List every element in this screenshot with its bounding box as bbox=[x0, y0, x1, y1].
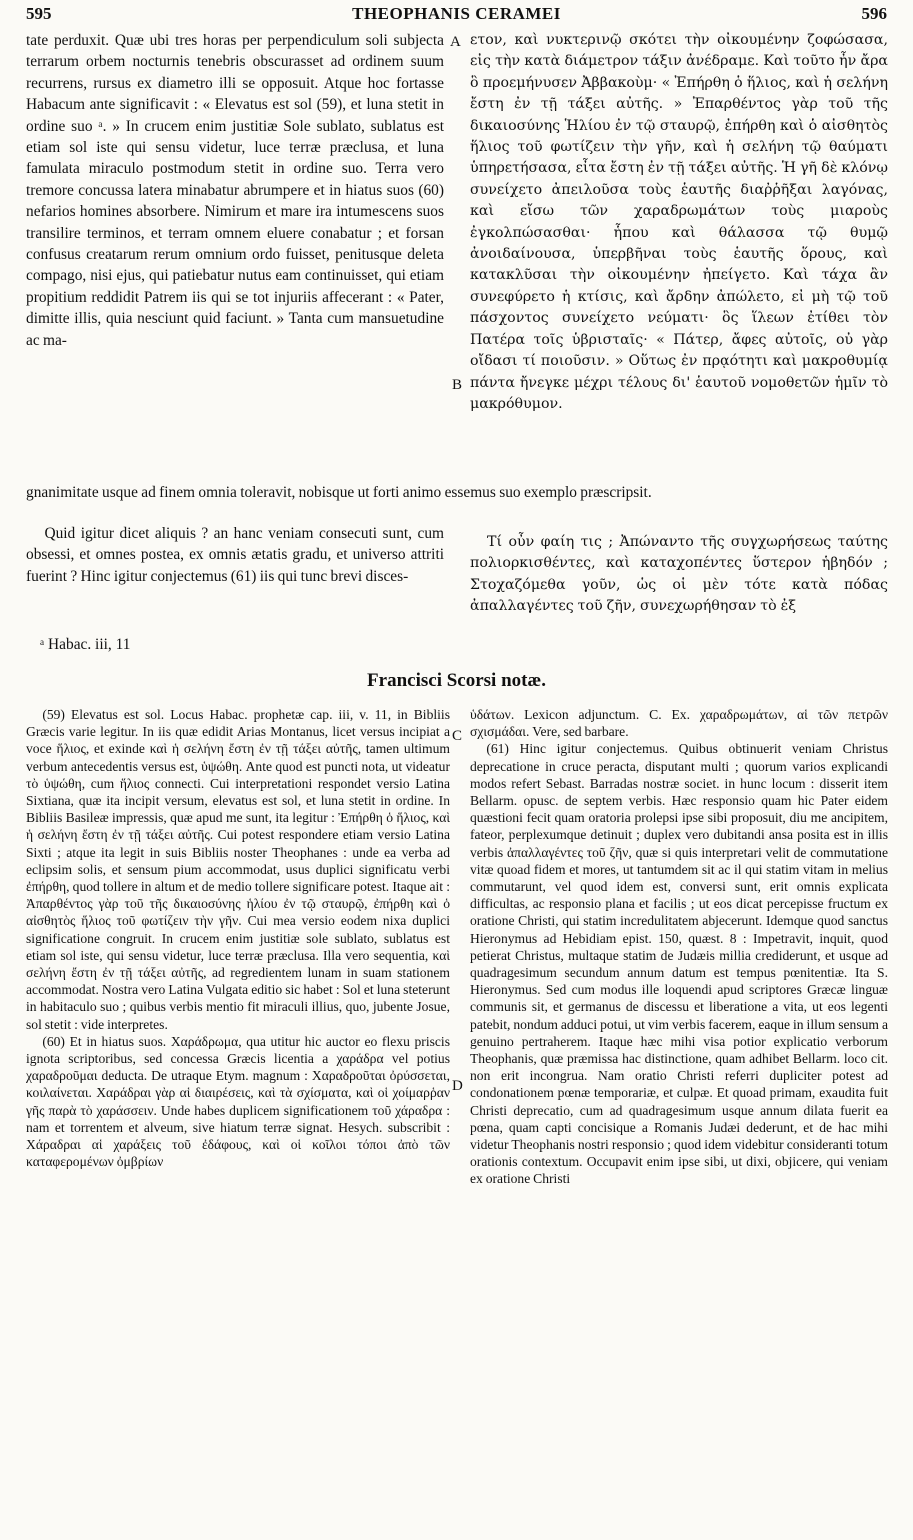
latin-text-column-mid bbox=[26, 523, 444, 587]
footnote: ᵃ Habac. iii, 11 bbox=[40, 636, 131, 653]
latin-text-column-top bbox=[26, 30, 444, 351]
note-59: (59) Elevatus est sol. Locus Habac. prophetæ cap. iii, v. 11, in Bibliis Græcis varie legitur. In iis quæ edidit Arias Montanus, licet versus incipiat a voce ἥλιος, et exinde καὶ ἡ σελήνη ἔστη ἐν τῇ τάξει αὐτῆς, tamen ultimum verbum antecedentis versus est, ὑψώθη. Ante quod est puncti nota, ut videatur τὸ ὑψώθη, cum ἥλιος connecti. Cui interpretationi respondet versio Latina Sixtiana, quæ ita incipit versum, elevatus est sol, et luna stetit in ordine. In Bibliis Basileæ impressis, quæ apud me sunt, ita legitur : Ἐπήρθη ὁ ἥλιος, καὶ ἡ σελήνη ἔστη ἐν τῇ τάξει αὐτῆς. Cui potest respondere etiam versio Latina Sixti ; atque ita legit in suis Bibliis noster Theophanes : unde ea verba ad eclipsim solis, et sensum pium accommodat, usus duplici significatu verbi ἐπήρθη, quod tollere in altum et de medio tollere significare potest. Itaque ait : Ἀπαρθέντος γὰρ τοῦ τῆς δικαιοσύνης ἡλίου ἐν τῷ σταυρῷ, ἐπήρθη καὶ ὁ αἰσθητὸς ἥλιος τοῦ φωτίζειν τὴν γῆν. Cui mea versio eodem nixa duplici significatione congruit. In crucem enim justitiæ sole sublato, sublatus est etiam sol iste, qui sensu videtur, luce terræ præclusa. Illa vero sequentia, καὶ σελήνη ἔστη ἐν τῇ τάξει αὐτῆς, ad regredientem lunam in suam stationem accommodat. Nostra vero Latina Vulgata editio sic habet : Sol et luna steterunt in habitaculo suo ; quibus verbis mentio fit miraculi illius, quo, jubente Josue, sol stetit : vide interpretes. bbox=[26, 707, 450, 1032]
running-header bbox=[26, 4, 887, 30]
note-61: (61) Hinc igitur conjectemus. Quibus obtinuerit veniam Christus deprecatione in cruce peracta, disputant multi ; quorum varios explicandi modos refert Sebast. Barradas nostræ societ. in hunc locum : disserit item Bellarm. opusc. de septem verbis. Hæc responsio quam hic Pater eidem quæstioni fecit quam oratoria prolepsi ipse sibi proposuit, diu me ancipitem, fateor, perplexumque detinuit ; duplex vero dubitandi ansa posita est in illis verbis ἀπαλλαγέντες τοῦ ζῆν, quæ si quis interpretari velit de commutatione vitæ quoad fidem et mores, ut tantumdem sit ac il qui statim vitam in melius commutarunt, vel quod idem est, conversi sunt, erit omnis explicata difficultas, ac responsio plana et facilis ; ut eos dicat percepisse fructum ex oratione Christi, qui statim incredulitatem abjecerunt. Idemque quod sanctus Hieronymus ad Hebidiam epist. 150, quæst. 8 : Impetravit, inquit, quod petierat Christus, multaque statim de Judæis millia crediderunt, et usque ad quadragesimum secundum annum datum est tempus pœnitentiæ. Ita S. Hieronymus. Sed cum modus ille loquendi apud scriptores Græcæ linguæ communis sit, et germanus de discessu et liberatione a vita, ut eos legenti patebit, nondum adduci potui, ut vim verbis facerem, eaque in illum sensum a genuino pertraherem. Itaque hæc mihi visa potior explicatio verborum Theophanis, quæ præmissa hac distinctione, quam adhibet Bellarm. loco cit. non erit incongrua. Nam oratio Christi referri dupliciter potest ad condonationem pœnæ temporariæ, et culpæ. Et quoad primam, exaudita fuit Christi deprecatio, cum ad quadragesimum usque annum dilata fuerit ea pœna, quam capti concisique a Romanis Judæi dederunt, et de hac mihi videtur Theophanis nostri responsio ; quod idem videbitur consideranti totum orationis contextum. Occupavit enim ipse sibi, ut dixi, objicere, qui veniam ex oratione Christi bbox=[470, 741, 888, 1187]
notes-column-left bbox=[26, 706, 450, 1170]
notes-column-right bbox=[470, 706, 888, 1188]
margin-letter-a: A bbox=[450, 34, 461, 50]
full-width-line bbox=[26, 482, 888, 503]
page-number-right: 596 bbox=[861, 4, 887, 23]
latin-paragraph: Quid igitur dicet aliquis ? an hanc veniam consecuti sunt, cum obsessi, et omnes postea, ex omnis ætatis gradu, et universo attriti fuerint ? Hinc igitur conjectemus (61) iis qui tunc brevi disces- bbox=[26, 525, 444, 585]
latin-continuation: gnanimitate usque ad finem omnia toleravit, nobisque ut forti animo essemus suo exemplo præscripsit. bbox=[26, 484, 652, 501]
latin-paragraph: tate perduxit. Quæ ubi tres horas per perpendiculum soli subjecta terrarum orbem nocturnis tenebris obscurasset ad ordinem suum recurrens, rursus ex diametro illi se opposuit. Atque hoc fortasse Habacum ante significavit : « Elevatus est sol (59), et luna stetit in ordine suo ᵃ. » In crucem enim justitiæ Sole sublato, sublatus est etiam sol iste qui sensu videtur, luce terræ præclusa, et luna famulata miraculo postmodum stetit in ordine suo. Terra vero tremore concussa latera minabatur abrumpere et in hiatus suos (60) nefarios homines absorbere. Nimirum et mare ira intumescens suos transilire terminos, et terram omnem eluere conabatur ; et forsan confusus creatarum rerum omnium ordo fuisset, penitusque deleta compago, nisi ejus, qui patiebatur nutus eam continuisset, qui etiam propitium reddidit Patrem iis qui se tot injuriis affecerant : « Pater, dimitte illis, quia nesciunt quid faciunt. » Tanta cum mansuetudine ac ma- bbox=[26, 32, 444, 349]
margin-letter-d: D bbox=[452, 1078, 463, 1094]
greek-paragraph: Τί οὖν φαίη τις ; Ἀπώναντο τῆς συγχωρήσεως ταύτης πολιορκισθέντες, καὶ καταχοπέντες ὕστερον ἡβηδόν ; Στοχαζόμεθα γοῦν, ὡς οἱ μὲν τότε κατὰ πόδας ἀπαλλαγέντες τοῦ ζῆν, συνεχωρήθησαν τὸ ἐξ bbox=[470, 534, 888, 615]
greek-paragraph: ετον, καὶ νυκτερινῷ σκότει τὴν οἰκουμένην ζοφώσασα, εἰς τὴν κατὰ διάμετρον τάξιν ἀνέδραμε. Καὶ τοῦτο ἦν ἄρα ὃ προεμήνυσεν Ἀββακοὺμ· « Ἐπήρθη ὁ ἥλιος, καὶ ἡ σελήνη ἔστη ἐν τῇ τάξει αὐτῆς. » Ἐπαρθέντος γὰρ τοῦ τῆς δικαιοσύνης Ἡλίου ἐν τῷ σταυρῷ, ἐπήρθη καὶ ὁ αἰσθητὸς ἥλιος τοῦ φωτίζειν τὴν γῆν, καὶ ἡ σελήνη τῷ θαύματι ὑπηρετήσασα, εἶτα ἔστη ἐν τῇ τάξει αὐτῆς. Ἡ γῆ δὲ κλόνῳ συνείχετο ἀπειλοῦσα τοὺς ἑαυτῆς διαῤῥῆξαι λαγόνας, καὶ εἴσω τῶν χαραδρωμάτων τοὺς μιαροὺς ἐγκολπώσασθαι· ἧπου καὶ θάλασσα τῷ θυμῷ ἀνοιδαίνουσα, ὑπερβῆναι τοὺς ἑαυτῆς ὅρους, καὶ κατακλῦσαι τὴν οἰκουμένην ἠπείγετο. Καὶ τάχα ἂν συνεφύρετο ἡ κτίσις, καὶ ἄρδην ἀπώλετο, εἰ μὴ τῷ τοῦ πάσχοντος συνείχετο νεύματι· ὃς ἵλεων ἐτίθει τὸν Πατέρα τοῖς ὑβρισταῖς· « Πάτερ, ἄφες αὐτοῖς, οὐ γὰρ οἴδασι τί ποιοῦσιν. » Οὕτως ἐν πρᾳότητι καὶ μακροθυμίᾳ πάντα ἤνεγκε μέχρι τέλους δι' ἑαυτοῦ νομοθετῶν ἡμῖν τὸ μακρόθυμον. bbox=[470, 32, 888, 412]
margin-letter-b: B bbox=[452, 377, 463, 393]
note-60: (60) Et in hiatus suos. Χαράδρωμα, qua utitur hic auctor eo flexu priscis ignota scriptoribus, sed concessa Græcis licentia a χαράδρα vel potius χαραδροῦμαι deducta. De utraque Etym. magnum : Χαραδροῦται ὀρύσσεται, κοιλαίνεται. Χαράδραι γὰρ αἱ διαιρέσεις, καὶ τὰ σχίσματα, καὶ οἱ χοίμαρῥαν γῆς παρὰ τὸ χαράσσειν. Unde habes duplicem significationem τοῦ χάραδρα : nam et torrentem et alveum, sive hiatum terræ signat. Hesych. subscribit : Χάραδραι αἱ χαράξεις τοῦ ἐδάφους, καὶ οἱ κοῖλοι τόποι ἀπὸ τῶν καταφερομένων ὀμβρίων bbox=[26, 1033, 450, 1170]
greek-text-column-top bbox=[470, 30, 888, 415]
notes-heading: Francisci Scorsi notæ. bbox=[367, 670, 546, 691]
page-number-left: 595 bbox=[26, 4, 52, 23]
running-title: THEOPHANIS CERAMEI bbox=[352, 4, 561, 23]
margin-letter-c: C bbox=[452, 728, 463, 744]
note-60-continued: ὑδάτων. Lexicon adjunctum. C. Ex. χαραδρωμάτων, αἱ τῶν πετρῶν σχισμάδαι. Vere, sed barbare. bbox=[470, 707, 888, 740]
greek-text-column-mid bbox=[470, 532, 888, 618]
